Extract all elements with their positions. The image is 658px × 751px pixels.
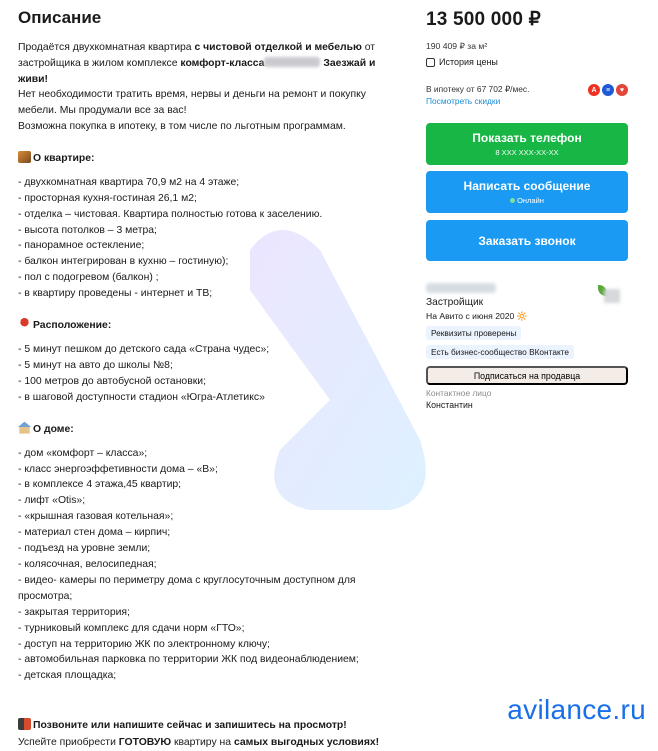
cta-line xyxy=(18,735,403,751)
cta_line-run: самых выгодных условиях! xyxy=(233,737,380,749)
intro-run: Продаётся двухкомнатная квартира xyxy=(18,42,195,53)
bank-icon[interactable]: ≡ xyxy=(602,84,614,96)
phone-icon xyxy=(18,718,31,730)
online-dot-icon xyxy=(510,198,515,203)
list-item: - доступ на территорию ЖК по электронному ключу; xyxy=(18,638,270,650)
price-history-link[interactable]: История цены xyxy=(426,57,628,67)
list-item: - материал стен дома – кирпич; xyxy=(18,527,171,539)
about-flat-heading: О квартире: xyxy=(18,151,403,166)
list-item: - подъезд на уровне земли; xyxy=(18,543,151,555)
request-call-button[interactable]: Заказать звонок xyxy=(426,220,628,261)
mortgage-row xyxy=(426,83,628,107)
description-title: Описание xyxy=(18,8,102,27)
badge-verified: Реквизиты проверены xyxy=(426,326,521,340)
location-heading: Расположение: xyxy=(18,318,403,333)
intro-run: с чистовой отделкой и мебелью xyxy=(194,42,362,53)
house-list xyxy=(18,446,403,685)
seller-logo[interactable] xyxy=(596,283,618,305)
list-item: - в квартиру проведены - интернет и ТВ; xyxy=(18,288,213,300)
bank-logos xyxy=(588,84,628,96)
seller-since: На Авито с июня 2020 🔆 xyxy=(426,311,528,321)
list-item: - пол с подогревом (балкон) ; xyxy=(18,272,159,284)
list-item: - колясочная, велосипедная; xyxy=(18,559,157,570)
subscribe-button[interactable]: Подписаться на продавца xyxy=(426,366,628,385)
write-message-button[interactable]: Написать сообщение Онлайн xyxy=(426,171,628,213)
mortgage-info xyxy=(426,83,529,107)
list-item: - в комплексе 4 этажа,45 квартир; xyxy=(18,479,182,491)
price: 13 500 000 ₽ xyxy=(426,9,541,30)
intro-paragraph-3: Возможна покупка в ипотеку, в том числе по льготным программам. xyxy=(18,120,346,132)
price-sidebar xyxy=(426,8,628,410)
list-item: - 5 минут пешком до детского сада «Страна чудес»; xyxy=(18,344,270,356)
seller-card xyxy=(426,283,628,410)
list-item: - просторная кухня-гостиная 26,1 м2; xyxy=(18,192,197,204)
show-phone-button[interactable]: Показать телефон 8 XXX XXX-XX-XX xyxy=(426,123,628,165)
online-status: Онлайн xyxy=(510,196,544,205)
cta_line-run: ГОТОВУЮ xyxy=(118,737,172,749)
seller-type: Застройщик xyxy=(426,297,484,308)
brand-watermark: avilance.ru xyxy=(507,694,646,725)
intro-run: от застройщика в жилом комплексе xyxy=(18,42,376,69)
house-heading: О доме: xyxy=(18,422,403,437)
list-item: - дом «комфорт – класса»; xyxy=(18,447,148,459)
list-item: - видео- камеры по периметру дома с круглосуточным доступном для просмотра; xyxy=(18,574,356,602)
cta_line-run: квартиру на xyxy=(171,737,234,749)
sovcombank-icon[interactable]: ♥ xyxy=(616,84,628,96)
list-item: - лифт «Otis»; xyxy=(18,495,86,507)
location-list xyxy=(18,342,403,406)
list-item: - «крышная газовая котельная»; xyxy=(18,511,174,523)
list-item: - в шаговой доступности стадион «Югра-Атлетикс» xyxy=(18,391,265,403)
intro-paragraph-2: Нет необходимости тратить время, нервы и деньги на ремонт и покупку мебели. Мы продумали все за вас! xyxy=(18,89,366,117)
about-flat-list xyxy=(18,175,403,302)
discounts-link[interactable]: Посмотреть скидки xyxy=(426,96,501,106)
cta-heading: Позвоните или напишите сейчас и запишитесь на просмотр! xyxy=(18,718,403,733)
list-item: - закрытая территория; xyxy=(18,606,130,618)
list-item: - отделка – чистовая. Квартира полностью готова к заселению. xyxy=(18,208,323,220)
cta_line-run: Успейте приобрести xyxy=(18,737,119,749)
list-item: - панорамное остекление; xyxy=(18,240,145,252)
contact-label: Контактное лицо xyxy=(426,388,492,398)
list-item: - высота потолков – 3 метра; xyxy=(18,224,157,236)
list-item: - детская площадка; xyxy=(18,670,117,682)
intro-run: комфорт-класса xyxy=(180,57,265,69)
list-item: - 100 метров до автобусной остановки; xyxy=(18,375,206,387)
people-icon xyxy=(18,151,31,163)
alfa-bank-icon[interactable]: A xyxy=(588,84,600,96)
history-icon xyxy=(426,58,435,67)
list-item: - 5 минут на авто до школы №8; xyxy=(18,359,173,371)
mortgage-text: В ипотеку от 67 702 ₽/мес. xyxy=(426,84,530,94)
list-item: - балкон интегрирован в кухню – гостиную); xyxy=(18,256,229,268)
redacted-text xyxy=(264,57,320,67)
badge-vk-community[interactable]: Есть бизнес-сообщество ВКонтакте xyxy=(426,345,574,359)
phone-masked: 8 XXX XXX-XX-XX xyxy=(495,148,559,157)
contact-name: Константин xyxy=(426,400,473,410)
price-per-meter: 190 409 ₽ за м² xyxy=(426,41,488,51)
seller-name-redacted[interactable] xyxy=(426,283,496,293)
pushpin-icon xyxy=(18,318,31,330)
intro-run: Заезжай и живи! xyxy=(18,57,376,85)
list-item: - турниковый комплекс для сдачи норм «ГТО»; xyxy=(18,622,245,634)
intro-paragraph xyxy=(18,40,403,87)
description-column xyxy=(18,8,403,751)
house-icon xyxy=(18,422,31,434)
list-item: - класс энергоэффетивности дома – «В»; xyxy=(18,463,218,475)
list-item: - двухкомнатная квартира 70,9 м2 на 4 этаже; xyxy=(18,176,240,188)
list-item: - автомобильная парковка по территории ЖК под видеонаблюдением; xyxy=(18,654,359,666)
